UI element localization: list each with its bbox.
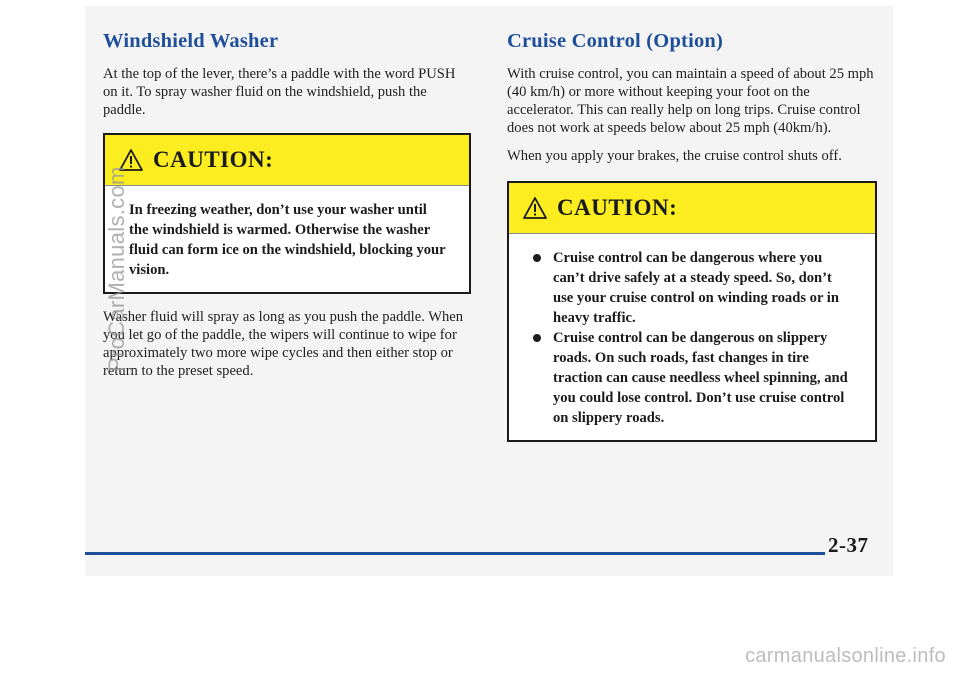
caution-header	[105, 135, 469, 186]
caution-bullet-list	[533, 248, 855, 428]
caution-bullet-item: Cruise control can be dangerous where you can’t drive safely at a steady speed. So, don’t use your cruise control on winding roads or in heavy traffic.	[533, 248, 855, 328]
footer-rule	[85, 552, 825, 555]
washer-intro-paragraph: At the top of the lever, there’s a paddle with the word PUSH on it. To spray washer fluid on the windshield, push the paddle.	[103, 66, 456, 118]
cruise-control-heading: Cruise Control (Option)	[507, 30, 724, 52]
caution-title: CAUTION:	[557, 195, 678, 220]
washer-caution-text: In freezing weather, don’t use your washer until the windshield is warmed. Otherwise the washer fluid can form ice on the windshield, blocking your vision.	[129, 202, 446, 278]
cruise-intro-paragraph: With cruise control, you can maintain a speed of about 25 mph (40 km/h) or more without keeping your foot on the accelerator. This can really help on long trips. Cruise control does not work at speeds below about 25 mph (40km/h).	[507, 66, 874, 136]
footer-watermark: carmanualsonline.info	[745, 645, 946, 667]
warning-triangle-icon	[523, 197, 547, 219]
page-number: 2-37	[828, 533, 869, 557]
windshield-washer-heading: Windshield Washer	[103, 30, 279, 52]
caution-bullet-item: Cruise control can be dangerous on slippery roads. On such roads, fast changes in tire traction can cause needless wheel spinning, and you could lose control. Don’t use cruise control on slippery roads.	[533, 328, 855, 428]
caution-title: CAUTION:	[153, 147, 274, 172]
cruise-brakes-paragraph: When you apply your brakes, the cruise control shuts off.	[507, 148, 842, 164]
cruise-caution-box	[507, 181, 877, 442]
side-watermark: ProCarManuals.com	[104, 166, 129, 372]
windshield-washer-section	[103, 30, 471, 390]
caution-header	[509, 183, 875, 234]
cruise-control-section	[507, 30, 877, 456]
washer-operation-paragraph: Washer fluid will spray as long as you push the paddle. When you let go of the paddle, the wipers will continue to wipe for approximately two more wipe cycles and then either stop or return to the preset speed.	[103, 309, 464, 379]
washer-caution-box	[103, 133, 471, 294]
cruise-caution-body	[509, 234, 875, 440]
manual-page	[85, 6, 893, 576]
